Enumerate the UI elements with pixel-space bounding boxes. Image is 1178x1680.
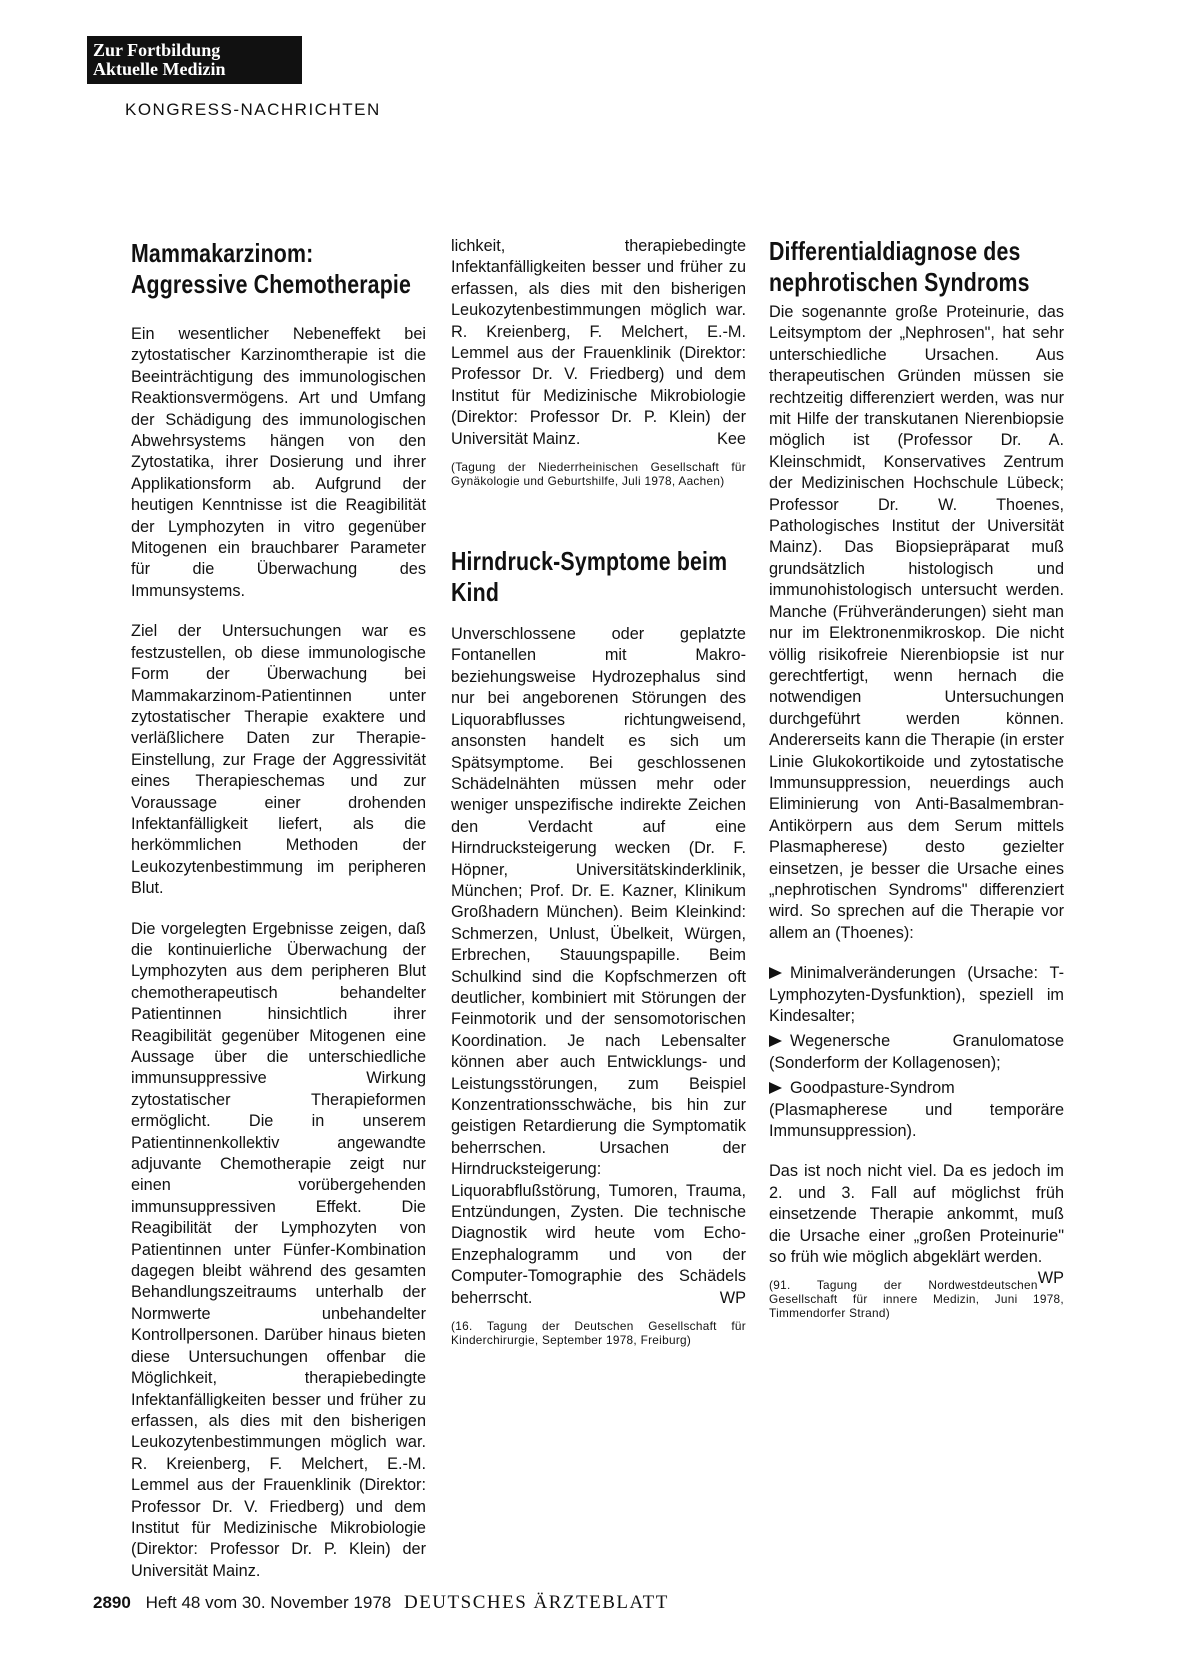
article-1-continuation: lichkeit, therapiebedingte Infektanfälligkeiten besser und früher zu erfassen, als dies mit den bisherigen Leukozytenbestimmungen möglich war. R. Kreienberg, F. Melchert, E.-M. Lemmel aus der Frauenklinik (Direktor: Professor Dr. V. Friedberg) und dem Institut für Medizinische Mikrobiologie (Direktor: Professor Dr. P. Klein) der Universität Mainz. Kee	[451, 236, 746, 450]
article-3-sign: WP	[1037, 1269, 1064, 1288]
arrow-bullet-icon	[769, 1082, 782, 1094]
issue-info: Heft 48 vom 30. November 1978	[145, 1593, 392, 1612]
article-3-text: Das ist noch nicht viel. Da es jedoch im 2. und 3. Fall auf möglichst früh einsetzende Therapie ankommt, muß die Ursache einer „großen Proteinurie" so früh wie möglich abgeklärt werden.	[769, 1162, 1064, 1267]
article-3-bullet	[769, 963, 1064, 1027]
journal-name: DEUTSCHES ÄRZTEBLATT	[403, 1592, 669, 1613]
article-1-paragraph-2: Ziel der Untersuchungen war es festzustellen, ob diese immunologische Form der Überwachung bei Mammakarzinom-Patientinnen unter zytostatischer Therapie exaktere und verläßlichere Daten zur Therapie-Einstellung, zur Frage der Aggressivität eines Therapieschemas und zur Voraussage einer drohenden Infektanfälligkeit liefert, als die herkömmlichen Methoden der Leukozytenbestimmung im peripheren Blut.	[131, 622, 426, 898]
section-badge	[87, 36, 302, 84]
article-3-title: Differentialdiagnose des nephrotischen Syndroms	[769, 236, 1030, 297]
column-3	[769, 236, 1064, 1339]
page-number: 2890	[93, 1593, 131, 1612]
bullet-text: Minimalveränderungen (Ursache: T-Lymphozyten-Dysfunktion), speziell im Kindesalter;	[769, 964, 1064, 1025]
article-1-title: Mammakarzinom: Aggressive Chemotherapie	[131, 238, 412, 299]
column-1	[131, 238, 426, 1669]
article-2-paragraph-1	[451, 624, 746, 1309]
article-2-text: Unverschlossene oder geplatzte Fontanellen mit Makro- beziehungsweise Hydrozephalus sind nur bei angeborenen Störungen des Liquorabflusses richtungweisend, ansonsten handelt es sich um Spätsymptome. Bei geschlossenen Schädelnähten müssen mehr oder weniger unspezifische indirekte Zeichen den Verdacht auf eine Hirndrucksteigerung wecken (Dr. F. Höpner, Universitätskinderklinik, München; Prof. Dr. E. Kazner, Klinikum Großhadern München). Beim Kleinkind: Schmerzen, Unlust, Übelkeit, Würgen, Erbrechen, Stauungspapille. Beim Schulkind sind die Kopfschmerzen oft deutlicher, kombiniert mit Störungen der Feinmotorik und der sensomotorischen Koordination. Je nach Lebensalter können aber auch Entwicklungs- und Leistungsstörungen, zum Beispiel Konzentrationsschwäche, bis hin zur geistigen Retardierung die Symptomatik beherrschen. Ursachen der Hirndrucksteigerung: Liquorabflußstörung, Tumoren, Trauma, Entzündungen, Zysten. Die technische Diagnostik wird heute vom Echo-Enzephalogramm und von der Computer-Tomographie des Schädels beherrscht.	[451, 625, 746, 1307]
article-2-note: (16. Tagung der Deutschen Gesellschaft für Kinderchirurgie, September 1978, Freiburg)	[451, 1319, 746, 1348]
article-3-note: (91. Tagung der Nordwestdeutschen Gesellschaft für innere Medizin, Juni 1978, Timmendorfer Strand)	[769, 1278, 1064, 1321]
article-1-sign: Kee	[717, 429, 746, 448]
article-3-paragraph-2	[769, 1161, 1064, 1288]
badge-line-2: Aktuelle Medizin	[93, 59, 226, 79]
bullet-text: Goodpasture-Syndrom (Plasmapherese und temporäre Immunsuppression).	[769, 1079, 1064, 1141]
article-2-sign: WP	[719, 1288, 746, 1307]
arrow-bullet-icon	[769, 1035, 782, 1047]
badge-line-1: Zur Fortbildung	[93, 40, 221, 60]
column-2	[451, 236, 746, 1366]
bullet-text: Wegenersche Granulomatose (Sonderform der Kollagenosen);	[769, 1032, 1064, 1072]
article-3-paragraph-1: Die sogenannte große Proteinurie, das Leitsymptom der „Nephrosen", hat sehr unterschiedliche Ursachen. Aus therapeutischen Gründen müssen sie rechtzeitig differenziert werden, was nur mit Hilfe der transkutanen Nierenbiopsie möglich ist (Professor Dr. A. Kleinschmidt, Konservatives Zentrum der Medizinischen Hochschule Lübeck; Professor Dr. W. Thoenes, Pathologisches Institut der Universität Mainz). Das Biopsiepräparat muß grundsätzlich histologisch und immunohistologisch untersucht werden. Manche (Frühveränderungen) sieht man nur im Elektronenmikroskop. Die nicht völlig risikofreie Nierenbiopsie ist nur gerechtfertigt, wenn hernach die notwendigen Untersuchungen durchgeführt werden können. Andererseits kann die Therapie (in erster Linie Glukokortikoide und zytostatische Immunsuppression, neuerdings auch Eliminierung von Anti-Basalmembran-Antikörpern aus dem Serum mittels Plasmapherese) desto gezielter einsetzen, je besser die Ursache eines „nephrotischen Syndroms" differenziert wird. So sprechen auf die Therapie vor allem an (Thoenes):	[769, 303, 1064, 942]
arrow-bullet-icon	[769, 967, 782, 979]
page-footer	[93, 1592, 669, 1614]
article-3-bullet	[769, 1031, 1064, 1074]
article-1-paragraph-1: Ein wesentlicher Nebeneffekt bei zytostatischer Karzinomtherapie ist die Beeinträchtigung des immunologischen Reaktionsvermögens. Art und Umfang der Schädigung des immunologischen Abwehrsystems hängen von den Zytostatika, ihrer Dosierung und ihrer Applikationsform ab. Aufgrund der heutigen Kenntnisse ist die Reagibilität der Lymphozyten in vitro gegenüber Mitogenen ein brauchbarer Parameter für die Überwachung des Immunsystems.	[131, 325, 426, 600]
article-3-bullet	[769, 1078, 1064, 1142]
article-1-paragraph-3: Die vorgelegten Ergebnisse zeigen, daß die kontinuierliche Überwachung der Lymphozyten aus dem peripheren Blut chemotherapeutisch behandelter Patientinnen hinsichtlich ihrer Reagibilität gegenüber Mitogenen eine Aussage über die unterschiedliche immunsuppressive Wirkung zytostatischer Therapieformen ermöglicht. Die in unserem Patientinnenkollektiv angewandte adjuvante Chemotherapie zeigt nur einen vorübergehenden immunsuppressiven Effekt. Die Reagibilität der Lymphozyten von Patientinnen unter Fünfer-Kombination dagegen bleibt während des gesamten Behandlungszeitraums unterhalb der Normwerte unbehandelter Kontrollpersonen. Darüber hinaus bieten diese Untersuchungen offenbar die Möglichkeit, therapiebedingte Infektanfälligkeiten besser und früher zu erfassen, als dies mit den bisherigen Leukozytenbestimmungen möglich war. R. Kreienberg, F. Melchert, E.-M. Lemmel aus der Frauenklinik (Direktor: Professor Dr. V. Friedberg) und dem Institut für Medizinische Mikrobiologie (Direktor: Professor Dr. P. Klein) der Universität Mainz.	[131, 919, 426, 1580]
article-2-title: Hirndruck-Symptome beim Kind	[451, 546, 728, 608]
article-1-note: (Tagung der Niederrheinischen Gesellschaft für Gynäkologie und Geburtshilfe, Juli 1978, Aachen)	[451, 460, 746, 489]
section-label: KONGRESS-NACHRICHTEN	[125, 100, 381, 119]
